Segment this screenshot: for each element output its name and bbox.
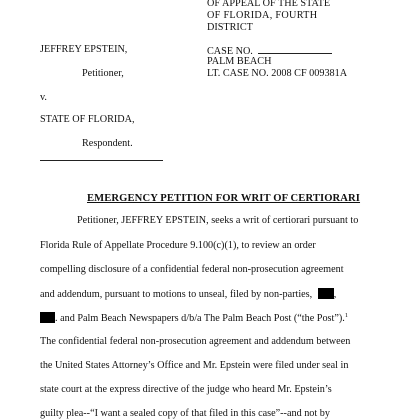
lower-tribunal-case-number: LT. CASE NO. 2008 CF 009381A — [207, 68, 348, 79]
body-line-4 — [40, 288, 362, 301]
case-county: PALM BEACH — [207, 56, 272, 67]
body-line-7: the United States Attorney’s Office and Mr. Epstein were filed under seal in — [40, 360, 349, 371]
body-line-3: compelling disclosure of a confidential federal non-prosecution agreement — [40, 264, 344, 275]
petitioner-name: JEFFREY EPSTEIN, — [40, 44, 128, 55]
respondent-role: Respondent. — [82, 138, 133, 149]
respondent-name: STATE OF FLORIDA, — [40, 114, 135, 125]
body-line-8: state court at the express directive of the judge who heard Mr. Epstein’s — [40, 384, 332, 395]
petitioner-role: Petitioner, — [82, 68, 124, 79]
versus: v. — [40, 92, 47, 103]
body-line-4-text: and addendum, pursuant to motions to unseal, filed by non-parties, — [40, 289, 313, 300]
case-number-blank — [258, 44, 332, 54]
body-line-9: guilty plea--“I want a sealed copy of that filed in this case”--and not by — [40, 408, 330, 419]
redaction-block — [40, 312, 55, 323]
court-name-line-1: OF APPEAL OF THE STATE — [207, 0, 331, 9]
body-line-5-text: . and Palm Beach Newspapers d/b/a The Palm Beach Post (“the Post”). — [55, 313, 345, 324]
body-line-6: The confidential federal non-prosecution agreement and addendum between — [40, 336, 351, 347]
court-name-line-2: OF FLORIDA, FOURTH — [207, 10, 318, 21]
case-number-label: CASE NO. — [207, 46, 253, 57]
document-title: EMERGENCY PETITION FOR WRIT OF CERTIORARI — [87, 193, 361, 204]
court-name-line-3: DISTRICT — [207, 22, 253, 33]
caption-underline — [40, 160, 163, 161]
footnote-ref: 1 — [344, 312, 349, 319]
body-line-4-comma: , — [333, 289, 337, 300]
redaction-block — [318, 288, 334, 299]
body-line-2: Florida Rule of Appellate Procedure 9.100(c)(1), to review an order — [40, 240, 316, 251]
body-line-5 — [40, 312, 362, 325]
body-line-1: Petitioner, JEFFREY EPSTEIN, seeks a writ of certiorari pursuant to — [77, 215, 359, 226]
